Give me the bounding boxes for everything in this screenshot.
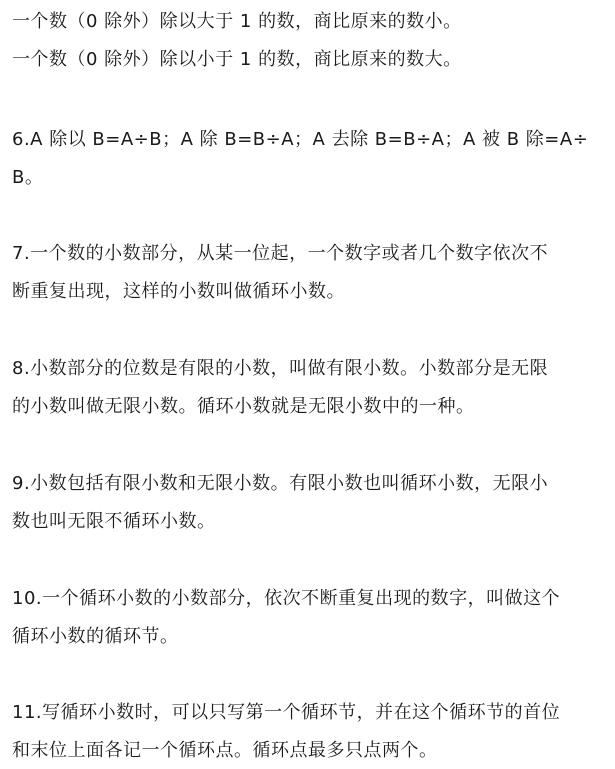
item-6-line-1: 6.A 除以 B=A÷B；A 除 B=B÷A；A 去除 B=B÷A；A 被 B 除=A÷ (12, 129, 589, 150)
item-7-line-1: 7.一个数的小数部分，从某一位起，一个数字或者几个数字依次不 (12, 243, 549, 264)
item-6-line-2: B。 (12, 167, 44, 188)
item-10-line-1: 10.一个循环小数的小数部分，依次不断重复出现的数字，叫做这个 (12, 588, 561, 609)
item-7-line-2: 断重复出现，这样的小数叫做循环小数。 (12, 281, 345, 302)
item-9-line-2: 数也叫无限不循环小数。 (12, 511, 216, 532)
item-11-line-2: 和末位上面各记一个循环点。循环点最多只点两个。 (12, 740, 438, 761)
item-8-line-1: 8.小数部分的位数是有限的小数，叫做有限小数。小数部分是无限 (12, 358, 549, 379)
item-8-line-2: 的小数叫做无限小数。循环小数就是无限小数中的一种。 (12, 396, 475, 417)
item-11-line-1: 11.写循环小数时，可以只写第一个循环节，并在这个循环节的首位 (12, 702, 561, 723)
intro-line-1: 一个数（0 除外）除以大于 1 的数，商比原来的数小。 (12, 11, 462, 32)
item-9-line-1: 9.小数包括有限小数和无限小数。有限小数也叫循环小数，无限小 (12, 473, 549, 494)
intro-line-2: 一个数（0 除外）除以小于 1 的数，商比原来的数大。 (12, 49, 462, 70)
item-10-line-2: 循环小数的循环节。 (12, 626, 179, 647)
